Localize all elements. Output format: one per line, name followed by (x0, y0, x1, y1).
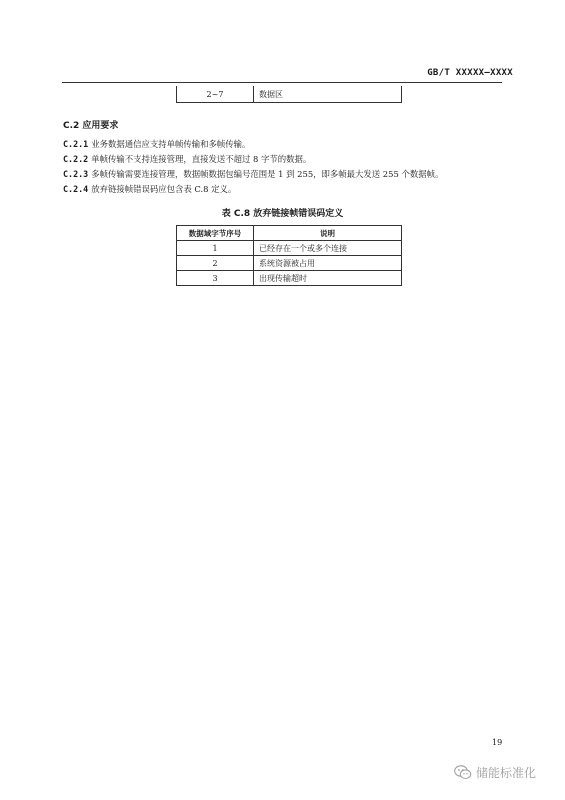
header-rule (62, 82, 502, 83)
section-heading: C.2 应用要求 (63, 121, 119, 131)
clause-list (63, 137, 513, 197)
column-header-description: 说明 (254, 226, 402, 241)
error-code-table (176, 225, 402, 286)
table-row (177, 271, 402, 286)
clause-number: C.2.3 (63, 169, 89, 179)
table-header-row (177, 226, 402, 241)
clause-number: C.2.4 (63, 184, 89, 194)
clause-number: C.2.1 (63, 139, 89, 149)
clause-text: 多帧传输需要连接管理，数据帧数据包编号范围是 1 到 255，即多帧最大发送 255 个数据帧。 (91, 169, 444, 179)
table-cell-byte: 2~7 (177, 86, 254, 103)
wechat-icon (454, 765, 472, 780)
table-cell-description: 已经存在一个或多个连接 (254, 241, 402, 256)
table-cell-description: 数据区 (254, 86, 402, 103)
table-cell-description: 出现传输超时 (254, 271, 402, 286)
continued-table (176, 86, 402, 103)
table-cell-description: 系统资源被占用 (254, 256, 402, 271)
clause (63, 182, 513, 197)
table-row (177, 86, 402, 103)
clause-text: 业务数据通信应支持单帧传输和多帧传输。 (91, 139, 251, 149)
clause-text: 单帧传输不支持连接管理，直接发送不超过 8 字节的数据。 (91, 154, 312, 164)
clause-text: 放弃链接帧错误码应包含表 C.8 定义。 (91, 184, 237, 194)
clause (63, 152, 513, 167)
table-row (177, 241, 402, 256)
standard-code: GB/T XXXXX—XXXX (427, 68, 513, 78)
column-header-byte: 数据域字节序号 (177, 226, 254, 241)
table-caption: 表 C.8 放弃链接帧错误码定义 (221, 209, 344, 219)
table-cell-byte: 2 (177, 256, 254, 271)
clause (63, 137, 513, 152)
table-cell-byte: 3 (177, 271, 254, 286)
table-row (177, 256, 402, 271)
watermark-text: 储能标准化 (476, 766, 537, 780)
page-number: 19 (492, 738, 503, 747)
table-cell-byte: 1 (177, 241, 254, 256)
clause-number: C.2.2 (63, 154, 89, 164)
watermark (454, 764, 536, 781)
clause (63, 167, 513, 182)
